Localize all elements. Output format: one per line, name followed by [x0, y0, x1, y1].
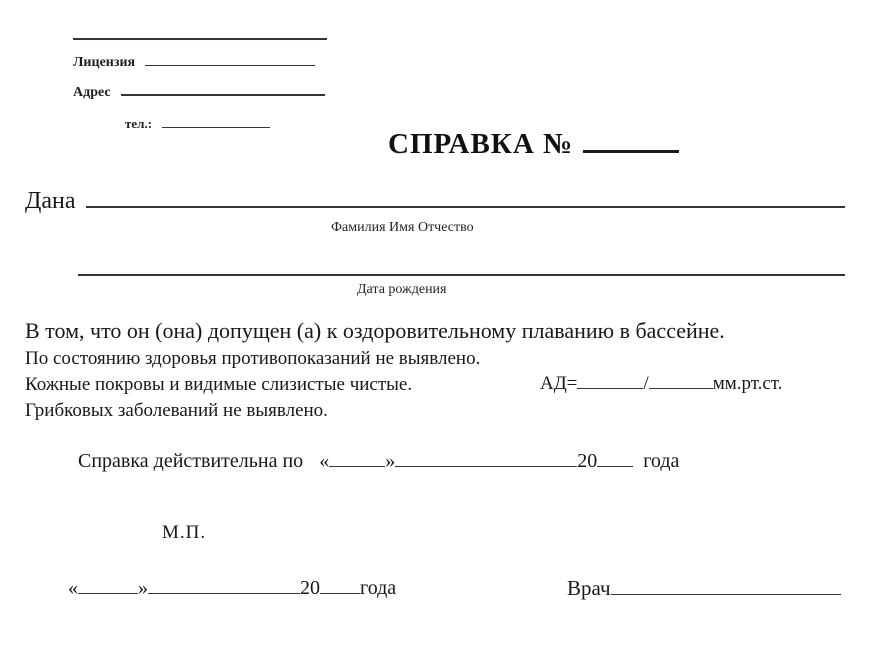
issue-date-row [68, 577, 396, 600]
statement-line-2: По состоянию здоровья противопоказаний не выявлено. [25, 348, 481, 369]
certificate-number-blank [583, 133, 679, 153]
statement-line-3: Кожные покровы и видимые слизистые чистые. [25, 374, 413, 395]
full-name-caption: Фамилия Имя Отчество [331, 220, 474, 235]
validity-day-blank [329, 452, 385, 467]
blood-pressure-group [540, 373, 782, 395]
doctor-signature-blank [611, 579, 841, 595]
certificate-title-row [388, 128, 679, 161]
stamp-label: М.П. [162, 522, 207, 543]
full-name-blank [86, 190, 845, 208]
validity-day-quote-open: « [319, 450, 330, 472]
issue-month-blank [148, 579, 300, 594]
issue-year-blank [320, 579, 360, 594]
phone-row [125, 115, 270, 132]
issue-day-quote-close: » [138, 577, 148, 599]
license-label: Лицензия [73, 55, 136, 70]
statement-line-4: Грибковых заболеваний не выявлено. [25, 400, 328, 421]
issue-day-blank [78, 579, 138, 594]
blood-pressure-label: АД= [540, 373, 578, 394]
license-row [73, 52, 315, 71]
address-row [73, 82, 325, 101]
blood-pressure-units: мм.рт.ст. [712, 373, 783, 394]
phone-blank [162, 115, 270, 128]
given-to-row [25, 188, 845, 215]
validity-century: 20 [577, 450, 598, 472]
phone-label: тел.: [125, 116, 153, 131]
validity-text: Справка действительна по [78, 450, 304, 472]
issue-year-word: года [360, 577, 397, 599]
organization-name-blank [73, 24, 327, 40]
validity-year-blank [597, 452, 633, 467]
address-blank [121, 82, 325, 96]
birthdate-blank [78, 261, 845, 276]
doctor-row [567, 576, 841, 601]
certificate-title: СПРАВКА № [388, 128, 574, 160]
diastolic-blank [649, 375, 713, 389]
doctor-label: Врач [567, 576, 611, 600]
blood-pressure-slash: / [643, 373, 649, 394]
validity-day-quote-close: » [385, 450, 396, 472]
issue-day-quote-open: « [68, 577, 78, 599]
organization-name-row [73, 24, 327, 40]
validity-row [78, 450, 679, 473]
license-blank [145, 52, 315, 66]
statement-line-1: В том, что он (она) допущен (а) к оздоровительному плаванию в бассейне. [25, 318, 725, 343]
validity-month-blank [395, 452, 577, 467]
address-label: Адрес [73, 85, 111, 100]
validity-year-word: года [643, 450, 680, 472]
birthdate-caption: Дата рождения [357, 282, 447, 297]
issue-century: 20 [300, 577, 320, 599]
systolic-blank [577, 375, 643, 389]
given-to-label: Дана [25, 188, 76, 214]
